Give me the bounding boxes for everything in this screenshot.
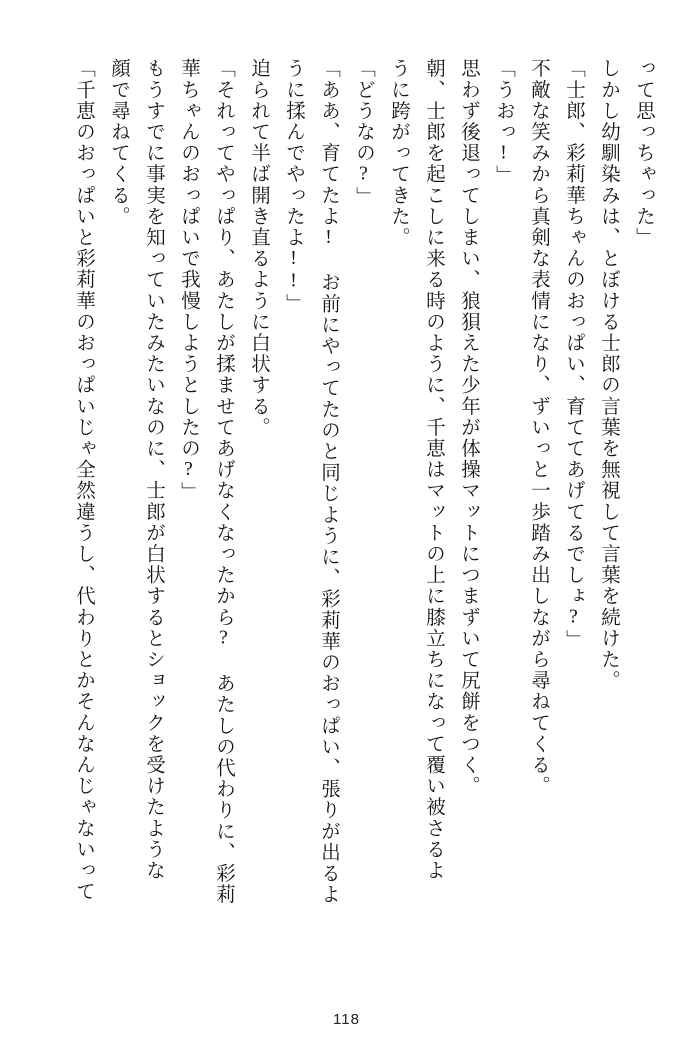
text-column: 不敵な笑みから真剣な表情になり、ずいっと一歩踏み出しながら尋ねてくる。 — [528, 58, 549, 797]
text-column: 朝、士郎を起こしに来る時のように、千恵はマットの上に膝立ちになって覆い被さるよ — [423, 58, 444, 881]
text-column: 華ちゃんのおっぱいで我慢しようとしたの?」 — [178, 58, 199, 503]
page-number: 118 — [333, 1011, 360, 1028]
text-column: 「士郎、彩莉華ちゃんのおっぱい、育ててあげてるでしょ?」 — [563, 58, 584, 651]
vertical-text-body — [48, 58, 653, 988]
text-column: 「うおっ!」 — [493, 58, 514, 187]
text-column: しかし幼馴染みは、とぼける士郎の言葉を無視して言葉を続けた。 — [598, 58, 619, 691]
text-column: 「千恵のおっぱいと彩莉華のおっぱいじゃ全然違うし、代わりとかそんなんじゃないって — [73, 58, 94, 902]
text-column: 顔で尋ねてくる。 — [108, 58, 129, 227]
text-column: もうすでに事実を知っていたみたいなのに、士郎が白状するとショックを受けたような — [143, 58, 164, 881]
text-column: うに揉んでやったよ!!」 — [283, 58, 304, 315]
text-column: 思わず後退ってしまい、狼狽えた少年が体操マットにつまずいて尻餅をつく。 — [458, 58, 479, 797]
text-column: 「ああ、育てたよ! お前にやってたのと同じように、彩莉華のおっぱい、張りが出るよ — [318, 58, 339, 905]
text-column: 「どうなの?」 — [353, 58, 374, 208]
text-column: 「それってやっぱり、あたしが揉ませてあげなくなったから? あたしの代わりに、彩莉 — [213, 58, 234, 905]
text-column: って思っちゃった」 — [633, 58, 654, 248]
text-column: うに跨がってきた。 — [388, 58, 409, 248]
text-column: 迫られて半ば開き直るように白状する。 — [248, 58, 269, 438]
